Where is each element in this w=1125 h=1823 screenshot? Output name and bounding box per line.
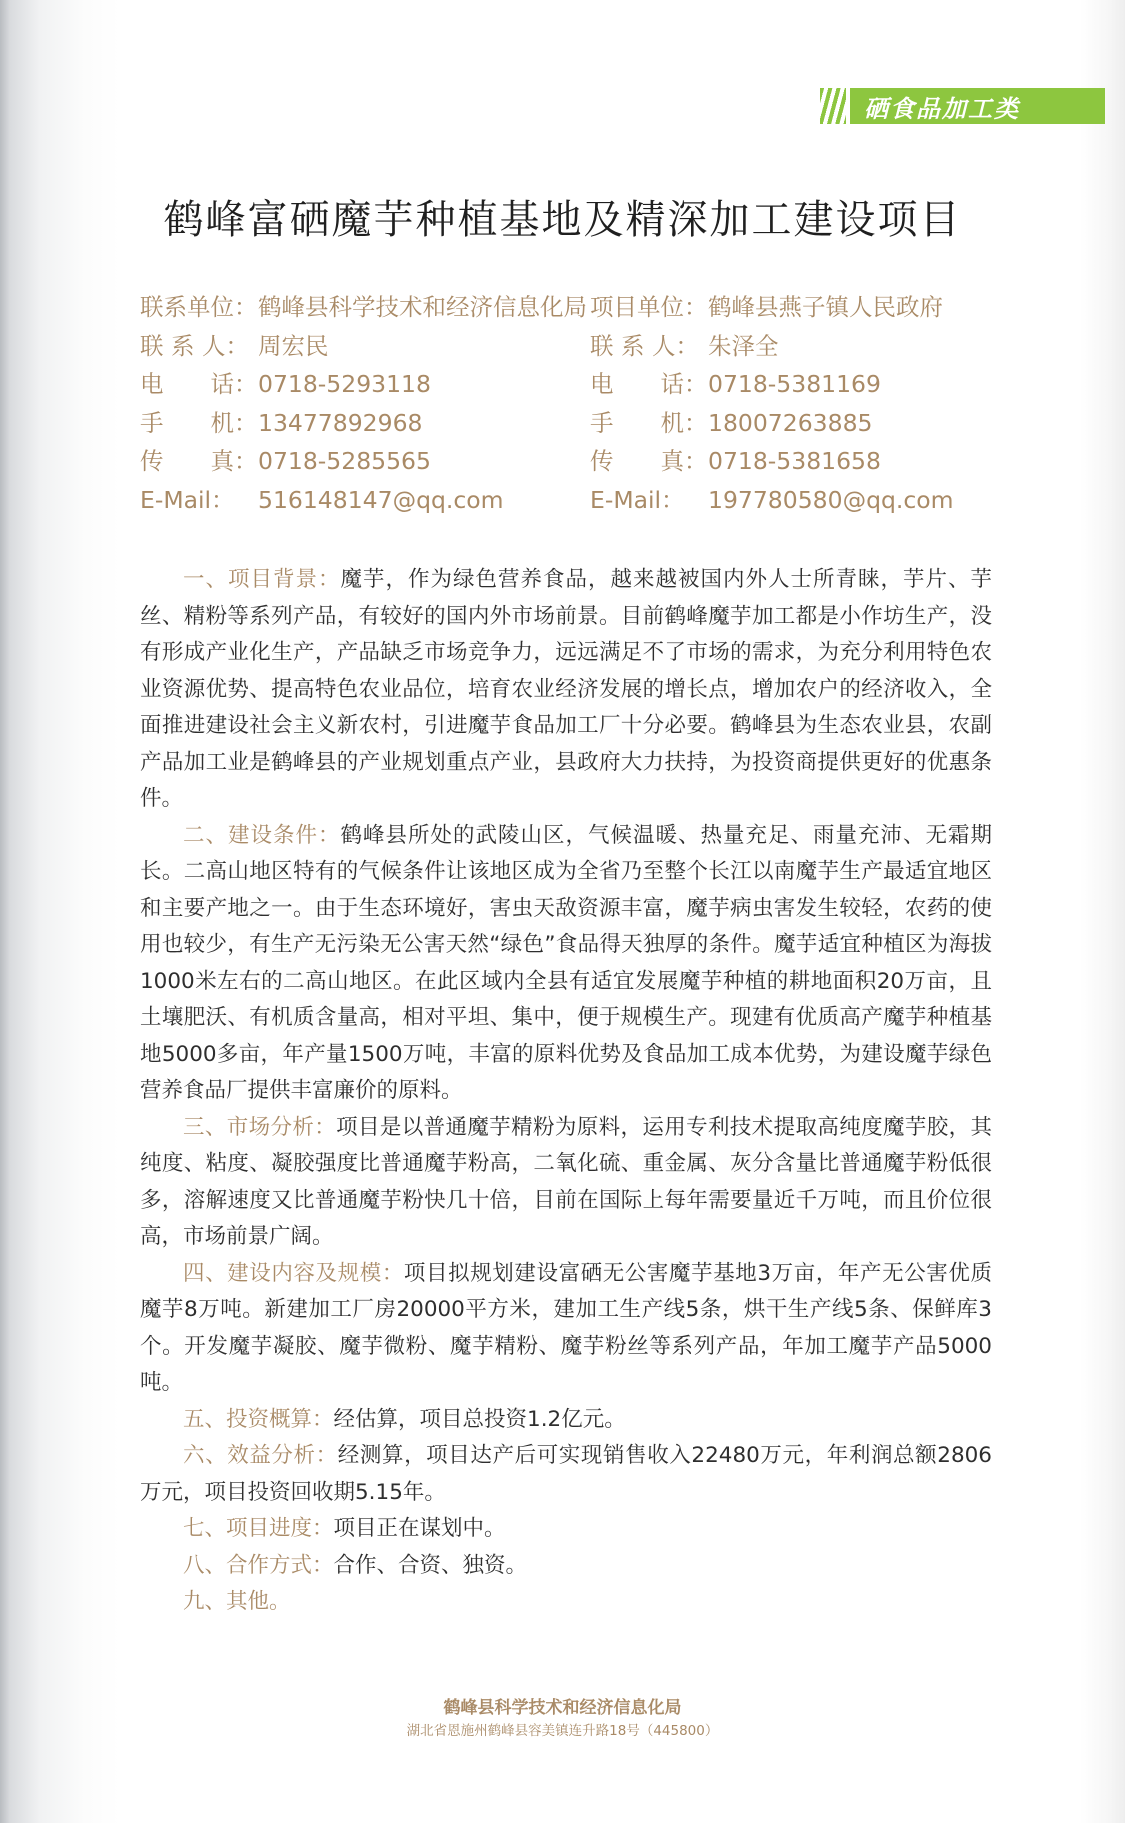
- section-text: 项目是以普通魔芋精粉为原料，运用专利技术提取高纯度魔芋胶，其纯度、粘度、凝胶强度比普通魔芋粉高，二氧化硫、重金属、灰分含量比普通魔芋粉低很多，溶解速度又比普通魔芋粉快几十倍，目前在国际上每年需要量近千万吨，而且价位很高，市场前景广阔。: [140, 1114, 992, 1249]
- contact-column-right: [590, 288, 1040, 519]
- section-text: 项目正在谋划中。: [333, 1516, 506, 1541]
- contact-row: [140, 404, 590, 443]
- contact-column-left: [140, 288, 590, 519]
- contact-row: [140, 288, 590, 327]
- contact-value: 鹤峰县科学技术和经济信息化局: [258, 293, 587, 321]
- category-tab-label: 硒食品加工类: [850, 88, 1105, 124]
- section-scope: [140, 1256, 992, 1402]
- contact-row: [140, 481, 590, 520]
- contact-label: 联 系 人：: [590, 331, 699, 360]
- contact-row: [590, 288, 1040, 327]
- contact-value: 朱泽全: [708, 331, 779, 360]
- footer-address: 湖北省恩施州鹤峰县容美镇连升路18号（445800）: [406, 1723, 719, 1739]
- contact-value: 鹤峰县燕子镇人民政府: [708, 293, 943, 321]
- section-label: 四、建设内容及规模：: [183, 1260, 404, 1286]
- contact-value: 0718-5293118: [258, 370, 431, 398]
- section-cooperation: [140, 1548, 992, 1585]
- contact-label: 传 真：: [590, 447, 708, 475]
- page-footer: [0, 1695, 1125, 1741]
- section-label: 八、合作方式：: [183, 1552, 334, 1578]
- contact-label: 手 机：: [590, 408, 708, 437]
- section-label: 七、项目进度：: [183, 1516, 334, 1541]
- contact-label: 传 真：: [140, 447, 258, 475]
- section-label: 一、项目背景：: [183, 567, 341, 592]
- contact-row: [590, 404, 1040, 443]
- section-label: 五、投资概算：: [183, 1406, 334, 1432]
- contact-value: 0718-5381169: [708, 370, 881, 398]
- category-tab: [820, 88, 1105, 124]
- section-text: 魔芋，作为绿色营养食品，越来越被国内外人士所青睐，芋片、芋丝、精粉等系列产品，有较好的国内外市场前景。目前鹤峰魔芋加工都是小作坊生产，没有形成产业化生产，产品缺乏市场竞争力，远远满足不了市场的需求，为充分利用特色农业资源优势、提高特色农业品位，培育农业经济发展的增长点，增加农户的经济收入，全面推进建设社会主义新农村，引进魔芋食品加工厂十分必要。鹤峰县为生态农业县，农副产品加工业是鹤峰县的产业规划重点产业，县政府大力扶持，为投资商提供更好的优惠条件。: [140, 567, 992, 811]
- contact-label: 项目单位：: [590, 293, 708, 321]
- section-text: 合作、合资、独资。: [333, 1552, 528, 1578]
- contact-value: 周宏民: [258, 331, 329, 360]
- section-progress: [140, 1511, 992, 1548]
- contact-row: [140, 365, 590, 404]
- contact-label: E-Mail：: [590, 485, 685, 514]
- project-description: [140, 562, 992, 1621]
- tab-stripes-decoration: [820, 88, 846, 124]
- contact-label: E-Mail：: [140, 485, 235, 514]
- contact-value: 0718-5285565: [258, 447, 431, 475]
- section-text: 经估算，项目总投资1.2亿元。: [333, 1406, 626, 1432]
- contact-row: [590, 481, 1040, 520]
- section-label: 三、市场分析：: [183, 1114, 337, 1140]
- section-text: 项目拟规划建设富硒无公害魔芋基地3万亩，年产无公害优质魔芋8万吨。新建加工厂房20000平方米，建加工生产线5条，烘干生产线5条、保鲜库3个。开发魔芋凝胶、魔芋微粉、魔芋精粉、魔芋粉丝等系列产品，年加工魔芋产品5000吨。: [140, 1260, 992, 1395]
- contact-label: 电 话：: [140, 370, 258, 398]
- contact-row: [140, 442, 590, 481]
- contact-value: 0718-5381658: [708, 447, 881, 475]
- section-label: 九、其他。: [183, 1589, 291, 1614]
- contact-info: [140, 288, 1040, 519]
- contact-label: 联系单位：: [140, 293, 258, 321]
- section-background: [140, 562, 992, 818]
- section-label: 六、效益分析：: [183, 1443, 338, 1468]
- contact-value: 516148147@qq.com: [258, 485, 504, 514]
- section-label: 二、建设条件：: [183, 822, 341, 848]
- footer-organization: 鹤峰县科学技术和经济信息化局: [443, 1698, 682, 1718]
- contact-label: 电 话：: [590, 370, 708, 398]
- section-conditions: [140, 818, 992, 1110]
- section-benefit: [140, 1438, 992, 1511]
- contact-row: [590, 365, 1040, 404]
- section-text: 经测算，项目达产后可实现销售收入22480万元，年利润总额2806万元，项目投资回收期5.15年。: [140, 1443, 992, 1505]
- contact-row: [140, 327, 590, 366]
- section-text: 鹤峰县所处的武陵山区，气候温暖、热量充足、雨量充沛、无霜期长。二高山地区特有的气候条件让该地区成为全省乃至整个长江以南魔芋生产最适宜地区和主要产地之一。由于生态环境好，害虫天敌资源丰富，魔芋病虫害发生较轻，农药的使用也较少，有生产无污染无公害天然“绿色”食品得天独厚的条件。魔芋适宜种植区为海拔1000米左右的二高山地区。在此区域内全县有适宜发展魔芋种植的耕地面积20万亩，且土壤肥沃、有机质含量高，相对平坦、集中，便于规模生产。现建有优质高产魔芋种植基地5000多亩，年产量1500万吨，丰富的原料优势及食品加工成本优势，为建设魔芋绿色营养食品厂提供丰富廉价的原料。: [140, 822, 992, 1103]
- contact-value: 13477892968: [258, 408, 423, 437]
- contact-row: [590, 327, 1040, 366]
- section-other: [140, 1584, 992, 1621]
- contact-label: 手 机：: [140, 408, 258, 437]
- page-title: 鹤峰富硒魔芋种植基地及精深加工建设项目: [163, 197, 962, 243]
- section-investment: [140, 1402, 992, 1439]
- contact-label: 联 系 人：: [140, 331, 249, 360]
- section-market: [140, 1110, 992, 1256]
- contact-value: 197780580@qq.com: [708, 485, 954, 514]
- contact-value: 18007263885: [708, 408, 873, 437]
- contact-row: [590, 442, 1040, 481]
